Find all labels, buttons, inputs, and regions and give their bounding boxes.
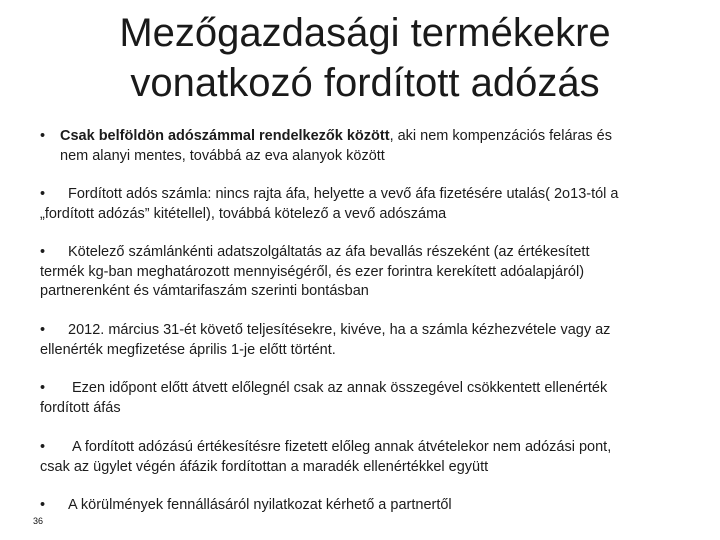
page-number: 36: [33, 516, 44, 526]
bullet-6-line-1: • A fordított adózású értékesítésre fizetett előleg annak átvételekor nem adózási pont,: [40, 438, 611, 458]
bullet-4-line-1: • 2012. március 31-ét követő teljesítésekre, kivéve, ha a számla kézhezvétele vagy az: [40, 321, 610, 341]
bullet-marker: •: [40, 244, 46, 260]
bullet-marker: •: [40, 380, 46, 396]
bullet-marker: •: [40, 439, 46, 455]
bullet-item-1: [40, 127, 700, 166]
slide-title: [0, 8, 720, 108]
bullet-5-line-1: • Ezen időpont előtt átvett előlegnél csak az annak összegével csökkentett ellenérték: [40, 379, 607, 399]
slide-title-line-2: vonatkozó fordított adózás: [130, 61, 600, 105]
bullet-2-line-2: „fordított adózás” kitétellel), továbbá kötelező a vevő adószáma: [40, 205, 447, 222]
bullet-4-line-2: ellenérték megfizetése április 1-je előtt történt.: [40, 341, 336, 358]
bullet-marker: •: [40, 186, 46, 202]
bullet-2-line-1: • Fordított adós számla: nincs rajta áfa, helyette a vevő áfa fizetésére utalás( 2o13-tól a: [40, 185, 619, 205]
slide-title-line-1: Mezőgazdasági termékekre: [119, 11, 611, 55]
bullet-6-line-2: csak az ügylet végén áfázik fordítottan a maradék ellenértékkel együtt: [40, 458, 489, 475]
bullet-item-3: [40, 243, 589, 302]
bullet-marker: •: [40, 497, 46, 513]
bullet-item-5: [40, 379, 607, 418]
bullet-3-line-2: termék kg-ban meghatározott mennyiségéről, és ezer forintra kerekített adóalapjáról): [40, 263, 585, 280]
bullet-5-line-2: fordított áfás: [40, 399, 121, 416]
bullet-1-line-2: nem alanyi mentes, továbbá az eva alanyok között: [60, 147, 385, 164]
bullet-item-7: [40, 496, 452, 516]
bullet-1-rest-text: , aki nem kompenzációs feláras és: [389, 128, 612, 144]
bullet-marker: •: [40, 322, 46, 338]
bullet-item-6: [40, 438, 611, 477]
bullet-item-4: [40, 321, 610, 360]
bullet-1-bold-text: Csak belföldön adószámmal rendelkezők között: [60, 128, 390, 144]
bullet-1-line-1: [40, 127, 700, 147]
bullet-3-line-1: • Kötelező számlánkénti adatszolgáltatás az áfa bevallás részeként (az értékesített: [40, 243, 589, 263]
bullet-3-line-3: partnerenként és vámtarifaszám szerinti bontásban: [40, 283, 369, 299]
bullet-item-2: [40, 185, 619, 224]
bullet-7-line-1: • A körülmények fennállásáról nyilatkozat kérhető a partnertől: [40, 496, 452, 516]
bullet-marker: •: [40, 128, 46, 144]
